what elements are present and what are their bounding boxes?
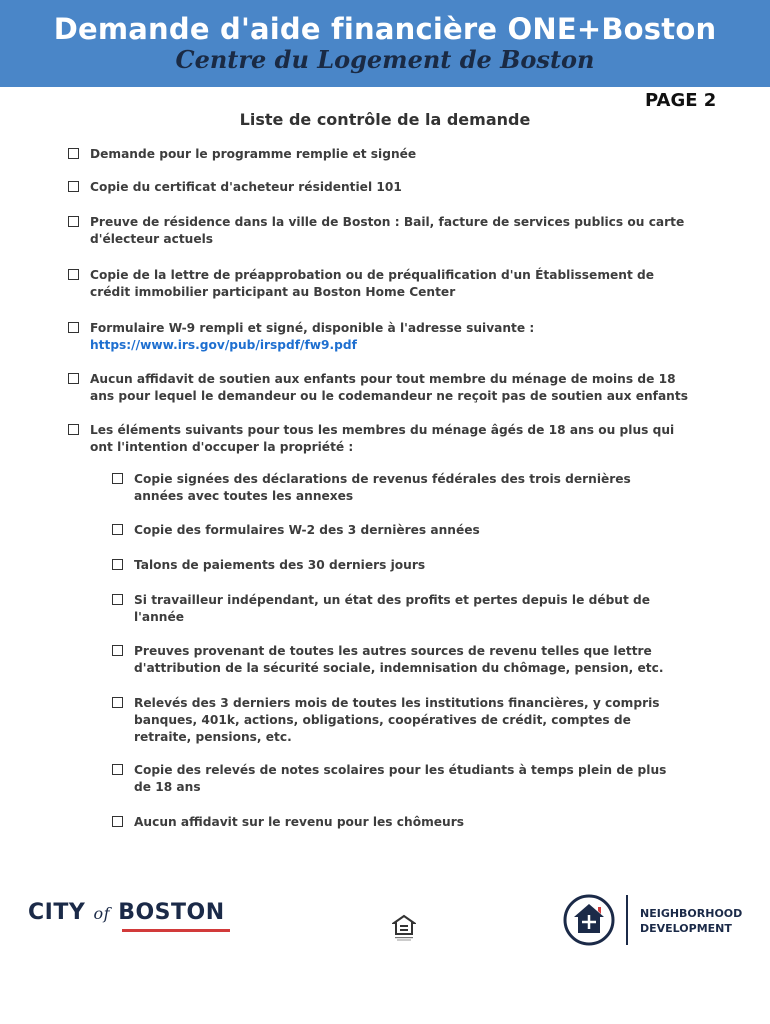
city-of-boston-logo [28, 900, 225, 925]
checklist-heading: Liste de contrôle de la demande [239, 110, 531, 129]
checklist-subitem-label: Relevés des 3 derniers mois de toutes les institutions financières, y compris banques, 401k, actions, obligations, coopératives de crédit, comptes de retraite, pensions, etc. [134, 696, 660, 744]
checklist-subitem [112, 592, 682, 626]
checkbox[interactable] [112, 764, 123, 775]
checkbox[interactable] [68, 181, 79, 192]
checklist-item-label: Formulaire W-9 rempli et signé, disponible à l'adresse suivante : [90, 321, 535, 335]
logo-word-city: CITY [28, 900, 86, 925]
w9-form-link[interactable]: https://www.irs.gov/pub/irspdf/fw9.pdf [90, 338, 357, 352]
checklist-item [68, 146, 688, 163]
checklist-subitem-label: Preuves provenant de toutes les autres sources de revenu telles que lettre d'attribution de la sécurité sociale, indemnisation du chômage, pension, etc. [134, 644, 664, 675]
checkbox[interactable] [112, 697, 123, 708]
checkbox[interactable] [68, 148, 79, 159]
checkbox[interactable] [112, 594, 123, 605]
checkbox[interactable] [112, 524, 123, 535]
checkbox[interactable] [112, 473, 123, 484]
checklist-item-label: Les éléments suivants pour tous les membres du ménage âgés de 18 ans ou plus qui ont l'intention d'occuper la propriété : [90, 423, 675, 454]
checklist-subitem-label: Si travailleur indépendant, un état des profits et pertes depuis le début de l'année [134, 593, 651, 624]
checklist-item [68, 214, 688, 248]
checklist-subitem-label: Aucun affidavit sur le revenu pour les chômeurs [134, 815, 464, 829]
checklist-item [68, 422, 688, 456]
equal-housing-opportunity-icon [392, 914, 416, 942]
checklist-subitem [112, 522, 682, 539]
checklist-subitem-label: Copie des relevés de notes scolaires pour les étudiants à temps plein de plus de 18 ans [134, 763, 667, 794]
checkbox[interactable] [68, 424, 79, 435]
checklist-subitem [112, 643, 682, 677]
checkbox[interactable] [68, 216, 79, 227]
form-title: Demande d'aide financière ONE+Boston [53, 12, 717, 46]
checkbox[interactable] [68, 322, 79, 333]
checklist-subitem [112, 557, 682, 574]
checkbox[interactable] [68, 373, 79, 384]
checklist-item-label: Copie de la lettre de préapprobation ou de préqualification d'un Établissement de crédit immobilier participant au Boston Home Center [90, 268, 655, 299]
checklist-subitem [112, 814, 682, 831]
logo-word-boston: BOSTON [118, 900, 225, 925]
checklist-item-label: Preuve de résidence dans la ville de Boston : Bail, facture de services publics ou carte d'électeur actuels [90, 215, 685, 246]
checklist-item [68, 371, 688, 405]
neighborhood-development-house-icon [562, 893, 616, 947]
checklist-item-label: Demande pour le programme remplie et signée [90, 147, 417, 161]
checklist-subitem [112, 695, 682, 746]
checklist-subitem [112, 471, 682, 505]
checklist-subitem-label: Copie signées des déclarations de revenus fédérales des trois dernières années avec toutes les annexes [134, 472, 631, 503]
checklist-subitem [112, 762, 682, 796]
city-logo-underline [122, 929, 230, 932]
header-banner [0, 0, 770, 87]
neighborhood-development-wordmark [640, 906, 742, 936]
checkbox[interactable] [112, 559, 123, 570]
checklist-item [68, 267, 688, 301]
nd-line-1: NEIGHBORHOOD [640, 907, 743, 920]
checklist-item [68, 179, 688, 196]
checklist-item-label: Copie du certificat d'acheteur résidentiel 101 [90, 180, 402, 194]
checklist-subitem-label: Talons de paiements des 30 derniers jours [134, 558, 426, 572]
checkbox[interactable] [112, 645, 123, 656]
footer-divider [626, 895, 628, 945]
checklist-item-label: Aucun affidavit de soutien aux enfants pour tout membre du ménage de moins de 18 ans pour lequel le demandeur ou le codemandeur ne reçoit pas de soutien aux enfants [90, 372, 688, 403]
checkbox[interactable] [112, 816, 123, 827]
checklist-item-content [90, 320, 534, 354]
checkbox[interactable] [68, 269, 79, 280]
nd-line-2: DEVELOPMENT [640, 922, 732, 935]
checklist-item [68, 320, 688, 354]
page-number: PAGE 2 [645, 90, 717, 111]
logo-word-of: of [93, 904, 111, 923]
form-subtitle: Centre du Logement de Boston [175, 45, 595, 74]
checklist-subitem-label: Copie des formulaires W-2 des 3 dernières années [134, 523, 480, 537]
